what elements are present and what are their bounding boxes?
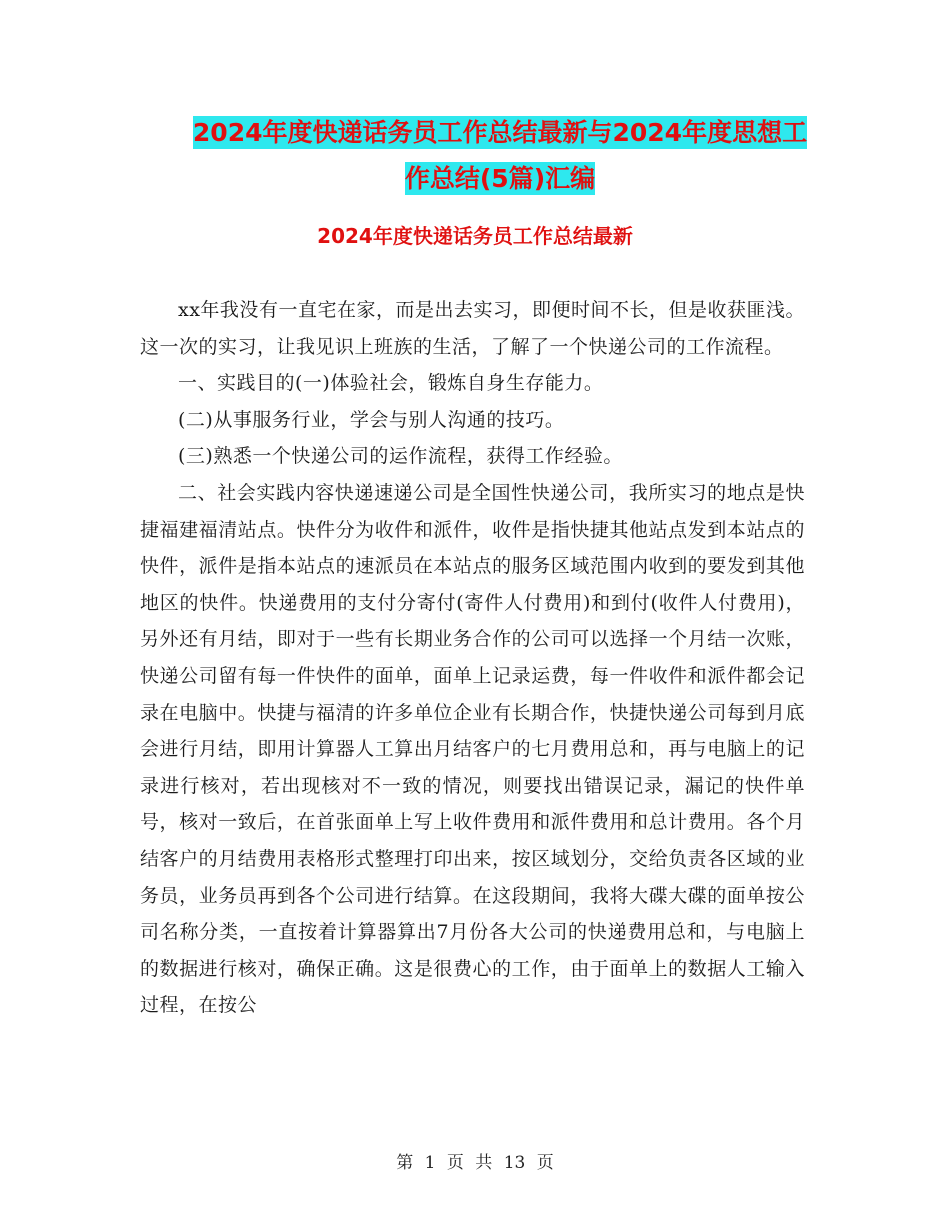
- document-title: [120, 110, 880, 202]
- body-paragraph: (二)从事服务行业，学会与别人沟通的技巧。: [178, 408, 565, 431]
- body-paragraph: 一、实践目的(一)体验社会，锻炼自身生存能力。: [178, 372, 604, 395]
- body-paragraph: (三)熟悉一个快递公司的运作流程，获得工作经验。: [178, 445, 623, 468]
- body-paragraph: xx年我没有一直宅在家，而是出去实习，即便时间不长，但是收获匪浅。这一次的实习，让我见识上班族的生活，了解了一个快递公司的工作流程。: [140, 299, 805, 358]
- section-title: 2024年度快递话务员工作总结最新: [317, 224, 633, 248]
- body-paragraph: 二、社会实践内容快递速递公司是全国性快递公司，我所实习的地点是快捷福建福清站点。快件分为收件和派件，收件是指快捷其他站点发到本站点的快件，派件是指本站点的速派员在本站点的服务区域范围内收到的要发到其他地区的快件。快递费用的支付分寄付(寄件人付费用)和到付(收件人付费用)，另外还有月结，即对于一些有长期业务合作的公司可以选择一个月结一次账，快递公司留有每一件快件的面单，面单上记录运费，每一件收件和派件都会记录在电脑中。快捷与福清的许多单位企业有长期合作，快捷快递公司每到月底会进行月结，即用计算器人工算出月结客户的七月费用总和，再与电脑上的记录进行核对，若出现核对不一致的情况，则要找出错误记录，漏记的快件单号，核对一致后，在首张面单上写上收件费用和派件费用和总计费用。各个月结客户的月结费用表格形式整理打印出来，按区域划分，交给负责各区域的业务员，业务员再到各个公司进行结算。在这段期间，我将大碟大碟的面单按公司名称分类，一直按着计算器算出7月份各大公司的快递费用总和，与电脑上的数据进行核对，确保正确。这是很费心的工作，由于面单上的数据人工输入过程，在按公: [140, 481, 805, 1017]
- document-body: [140, 292, 805, 1024]
- document-title-line-2: 作总结(5篇)汇编: [404, 164, 596, 193]
- page-number-footer: 第 1 页 共 13 页: [396, 1153, 554, 1173]
- document-title-line-1: 2024年度快递话务员工作总结最新与2024年度思想工: [192, 118, 808, 147]
